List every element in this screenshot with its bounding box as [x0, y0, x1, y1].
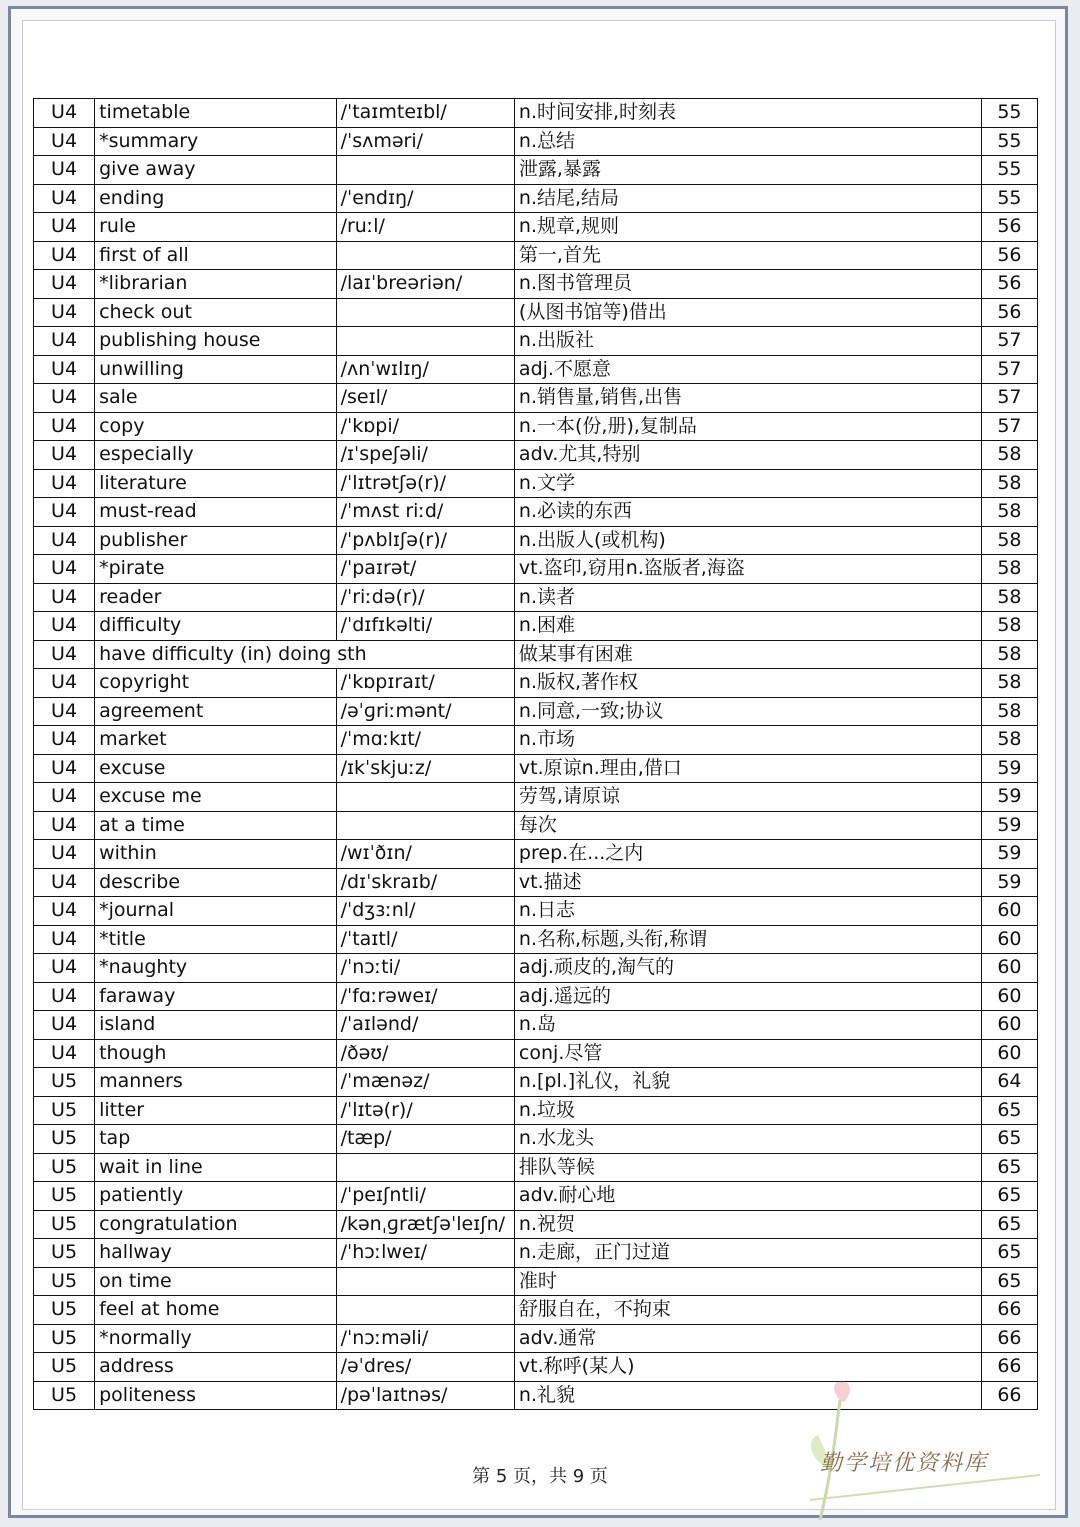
unit-cell: U4	[34, 555, 95, 584]
unit-cell: U4	[34, 1039, 95, 1068]
meaning-cell: n.水龙头	[514, 1125, 981, 1154]
page-number-cell: 64	[981, 1068, 1037, 1097]
meaning-cell: n.名称,标题,头衔,称谓	[514, 925, 981, 954]
unit-cell: U4	[34, 270, 95, 299]
phonetic-cell: /tæp/	[336, 1125, 514, 1154]
page-number-cell: 65	[981, 1210, 1037, 1239]
page-number-cell: 57	[981, 355, 1037, 384]
table-row	[34, 441, 1038, 470]
phonetic-cell: /pəˈlaɪtnəs/	[336, 1381, 514, 1410]
unit-cell: U5	[34, 1068, 95, 1097]
phonetic-cell: /ˈdʒɜːnl/	[336, 897, 514, 926]
table-row	[34, 840, 1038, 869]
page-number-cell: 58	[981, 555, 1037, 584]
table-row	[34, 1353, 1038, 1382]
table-row	[34, 1011, 1038, 1040]
meaning-cell: n.销售量,销售,出售	[514, 384, 981, 413]
phonetic-cell: /wɪˈðɪn/	[336, 840, 514, 869]
unit-cell: U5	[34, 1210, 95, 1239]
unit-cell: U4	[34, 241, 95, 270]
meaning-cell: vt.描述	[514, 868, 981, 897]
phonetic-cell: /ˈnɔːti/	[336, 954, 514, 983]
table-row	[34, 355, 1038, 384]
unit-cell: U4	[34, 925, 95, 954]
meaning-cell: 准时	[514, 1267, 981, 1296]
page-number-cell: 56	[981, 270, 1037, 299]
phonetic-cell: /ˈlɪtə(r)/	[336, 1096, 514, 1125]
page-number-cell: 58	[981, 498, 1037, 527]
phonetic-cell: /ɪkˈskjuːz/	[336, 754, 514, 783]
page-number-cell: 65	[981, 1182, 1037, 1211]
page-number-cell: 66	[981, 1381, 1037, 1410]
meaning-cell: n.同意,一致;协议	[514, 697, 981, 726]
page-number-cell: 59	[981, 868, 1037, 897]
page-number-cell: 55	[981, 99, 1037, 128]
phonetic-cell	[336, 783, 514, 812]
table-row	[34, 1153, 1038, 1182]
unit-cell: U4	[34, 1011, 95, 1040]
unit-cell: U5	[34, 1153, 95, 1182]
page-number-cell: 60	[981, 982, 1037, 1011]
meaning-cell: n.祝贺	[514, 1210, 981, 1239]
meaning-cell: 每次	[514, 811, 981, 840]
phonetic-cell: /ˈdɪfɪkəlti/	[336, 612, 514, 641]
unit-cell: U4	[34, 783, 95, 812]
table-row	[34, 99, 1038, 128]
word-cell: *summary	[95, 127, 336, 156]
word-cell: manners	[95, 1068, 336, 1097]
phonetic-cell: /əˈɡriːmənt/	[336, 697, 514, 726]
word-cell: at a time	[95, 811, 336, 840]
meaning-cell: n.文学	[514, 469, 981, 498]
word-cell: congratulation	[95, 1210, 336, 1239]
unit-cell: U4	[34, 583, 95, 612]
page-number-cell: 58	[981, 612, 1037, 641]
table-row	[34, 640, 1038, 669]
word-cell: within	[95, 840, 336, 869]
vocabulary-table-body	[34, 99, 1038, 1410]
word-cell: reader	[95, 583, 336, 612]
meaning-cell: n.礼貌	[514, 1381, 981, 1410]
word-cell: *naughty	[95, 954, 336, 983]
table-row	[34, 868, 1038, 897]
word-cell: literature	[95, 469, 336, 498]
unit-cell: U5	[34, 1182, 95, 1211]
page-number-cell: 58	[981, 640, 1037, 669]
unit-cell: U4	[34, 868, 95, 897]
table-row	[34, 1182, 1038, 1211]
page-number-cell: 57	[981, 327, 1037, 356]
page-number-cell: 58	[981, 469, 1037, 498]
meaning-cell: adj.不愿意	[514, 355, 981, 384]
table-row	[34, 1267, 1038, 1296]
meaning-cell: adv.耐心地	[514, 1182, 981, 1211]
table-row	[34, 1068, 1038, 1097]
phonetic-cell: /ʌnˈwɪlɪŋ/	[336, 355, 514, 384]
watermark-text: 勤学培优资料库	[820, 1451, 989, 1476]
word-cell: tap	[95, 1125, 336, 1154]
word-cell: rule	[95, 213, 336, 242]
phonetic-cell	[336, 298, 514, 327]
meaning-cell: 泄露,暴露	[514, 156, 981, 185]
unit-cell: U4	[34, 612, 95, 641]
table-row	[34, 1210, 1038, 1239]
phonetic-cell: /ðəʊ/	[336, 1039, 514, 1068]
meaning-cell: n.市场	[514, 726, 981, 755]
phonetic-cell	[336, 156, 514, 185]
table-row	[34, 498, 1038, 527]
meaning-cell: n.规章,规则	[514, 213, 981, 242]
meaning-cell: n.出版人(或机构)	[514, 526, 981, 555]
table-row	[34, 327, 1038, 356]
word-cell: litter	[95, 1096, 336, 1125]
page-number-cell: 57	[981, 384, 1037, 413]
vocabulary-table	[33, 98, 1038, 1410]
unit-cell: U4	[34, 754, 95, 783]
word-cell: first of all	[95, 241, 336, 270]
unit-cell: U4	[34, 526, 95, 555]
page-number-cell: 60	[981, 954, 1037, 983]
phonetic-cell	[336, 1267, 514, 1296]
word-cell: check out	[95, 298, 336, 327]
word-cell: excuse	[95, 754, 336, 783]
page-number-cell: 60	[981, 897, 1037, 926]
unit-cell: U5	[34, 1353, 95, 1382]
table-row	[34, 1324, 1038, 1353]
table-row	[34, 754, 1038, 783]
unit-cell: U4	[34, 498, 95, 527]
phonetic-cell: /ˈfɑːrəweɪ/	[336, 982, 514, 1011]
unit-cell: U5	[34, 1096, 95, 1125]
word-cell: must-read	[95, 498, 336, 527]
unit-cell: U4	[34, 127, 95, 156]
table-row	[34, 897, 1038, 926]
word-cell: publishing house	[95, 327, 336, 356]
meaning-cell: adv.尤其,特别	[514, 441, 981, 470]
phonetic-cell	[336, 241, 514, 270]
meaning-cell: vt.原谅n.理由,借口	[514, 754, 981, 783]
meaning-cell: n.走廊，正门过道	[514, 1239, 981, 1268]
meaning-cell: adj.顽皮的,淘气的	[514, 954, 981, 983]
word-cell: agreement	[95, 697, 336, 726]
meaning-cell: n.总结	[514, 127, 981, 156]
phonetic-cell	[336, 811, 514, 840]
word-cell: copyright	[95, 669, 336, 698]
word-cell: difficulty	[95, 612, 336, 641]
unit-cell: U4	[34, 982, 95, 1011]
phonetic-cell	[336, 1296, 514, 1325]
phonetic-cell: /ˈlɪtrətʃə(r)/	[336, 469, 514, 498]
table-row	[34, 241, 1038, 270]
word-cell: give away	[95, 156, 336, 185]
meaning-cell: n.时间安排,时刻表	[514, 99, 981, 128]
phonetic-cell: /ˈnɔːməli/	[336, 1324, 514, 1353]
table-row	[34, 1296, 1038, 1325]
unit-cell: U4	[34, 697, 95, 726]
phonetic-cell: /ˈhɔːlweɪ/	[336, 1239, 514, 1268]
meaning-cell: n.日志	[514, 897, 981, 926]
table-row	[34, 811, 1038, 840]
unit-cell: U4	[34, 640, 95, 669]
unit-cell: U4	[34, 811, 95, 840]
page-number-cell: 58	[981, 441, 1037, 470]
page-number-cell: 55	[981, 127, 1037, 156]
unit-cell: U4	[34, 99, 95, 128]
phonetic-cell: /ˈmænəz/	[336, 1068, 514, 1097]
page-number-cell: 65	[981, 1267, 1037, 1296]
phonetic-cell: /ˈkɒpɪraɪt/	[336, 669, 514, 698]
meaning-cell: prep.在...之内	[514, 840, 981, 869]
page-number-cell: 60	[981, 1011, 1037, 1040]
meaning-cell: n.[pl.]礼仪，礼貌	[514, 1068, 981, 1097]
unit-cell: U4	[34, 184, 95, 213]
unit-cell: U4	[34, 355, 95, 384]
meaning-cell: n.一本(份,册),复制品	[514, 412, 981, 441]
word-cell: copy	[95, 412, 336, 441]
table-row	[34, 726, 1038, 755]
word-cell: unwilling	[95, 355, 336, 384]
phonetic-cell: /laɪˈbreəriən/	[336, 270, 514, 299]
table-row	[34, 925, 1038, 954]
meaning-cell: adj.遥远的	[514, 982, 981, 1011]
phonetic-cell: /ˈtaɪmteɪbl/	[336, 99, 514, 128]
unit-cell: U4	[34, 412, 95, 441]
meaning-cell: conj.尽管	[514, 1039, 981, 1068]
phonetic-cell: /dɪˈskraɪb/	[336, 868, 514, 897]
phonetic-cell: /ˈsʌməri/	[336, 127, 514, 156]
table-row	[34, 1239, 1038, 1268]
meaning-cell: vt.盗印,窃用n.盗版者,海盗	[514, 555, 981, 584]
meaning-cell: 排队等候	[514, 1153, 981, 1182]
page-number-cell: 57	[981, 412, 1037, 441]
phonetic-cell: /ˈkɒpi/	[336, 412, 514, 441]
word-cell: address	[95, 1353, 336, 1382]
page-number-cell: 59	[981, 783, 1037, 812]
page-footer: 第 5 页，共 9 页	[472, 1466, 608, 1487]
word-cell: *librarian	[95, 270, 336, 299]
unit-cell: U4	[34, 469, 95, 498]
unit-cell: U5	[34, 1381, 95, 1410]
meaning-cell: n.读者	[514, 583, 981, 612]
meaning-cell: 做某事有困难	[514, 640, 981, 669]
word-cell: patiently	[95, 1182, 336, 1211]
phonetic-cell: /seɪl/	[336, 384, 514, 413]
meaning-cell: n.必读的东西	[514, 498, 981, 527]
word-cell: publisher	[95, 526, 336, 555]
page-number-cell: 56	[981, 241, 1037, 270]
unit-cell: U4	[34, 213, 95, 242]
unit-cell: U4	[34, 726, 95, 755]
phonetic-cell	[336, 327, 514, 356]
phonetic-cell: /ˈaɪlənd/	[336, 1011, 514, 1040]
meaning-cell: n.版权,著作权	[514, 669, 981, 698]
phonetic-cell: /ɪˈspeʃəli/	[336, 441, 514, 470]
meaning-cell: n.结尾,结局	[514, 184, 981, 213]
table-row	[34, 184, 1038, 213]
page-number-cell: 59	[981, 754, 1037, 783]
meaning-cell: adv.通常	[514, 1324, 981, 1353]
unit-cell: U4	[34, 327, 95, 356]
page-number-cell: 66	[981, 1324, 1037, 1353]
meaning-cell: n.图书管理员	[514, 270, 981, 299]
page-number-cell: 56	[981, 298, 1037, 327]
word-cell: feel at home	[95, 1296, 336, 1325]
table-row	[34, 213, 1038, 242]
word-cell: sale	[95, 384, 336, 413]
page-number-cell: 58	[981, 726, 1037, 755]
table-row	[34, 526, 1038, 555]
page-number-cell: 59	[981, 840, 1037, 869]
page-number-cell: 66	[981, 1353, 1037, 1382]
page-number-cell: 65	[981, 1096, 1037, 1125]
unit-cell: U5	[34, 1324, 95, 1353]
unit-cell: U5	[34, 1267, 95, 1296]
unit-cell: U4	[34, 298, 95, 327]
page-number-cell: 58	[981, 669, 1037, 698]
word-cell: *normally	[95, 1324, 336, 1353]
meaning-cell: n.岛	[514, 1011, 981, 1040]
table-row	[34, 583, 1038, 612]
meaning-cell: vt.称呼(某人)	[514, 1353, 981, 1382]
page-number-cell: 65	[981, 1153, 1037, 1182]
phonetic-cell: /ˈpeɪʃntli/	[336, 1182, 514, 1211]
word-cell: on time	[95, 1267, 336, 1296]
page-number-cell: 58	[981, 526, 1037, 555]
table-row	[34, 469, 1038, 498]
word-cell: market	[95, 726, 336, 755]
page-number-cell: 65	[981, 1125, 1037, 1154]
page-number-cell: 66	[981, 1296, 1037, 1325]
unit-cell: U4	[34, 669, 95, 698]
meaning-cell: n.困难	[514, 612, 981, 641]
word-cell: though	[95, 1039, 336, 1068]
page-number-cell: 65	[981, 1239, 1037, 1268]
table-row	[34, 954, 1038, 983]
meaning-cell: 第一,首先	[514, 241, 981, 270]
table-row	[34, 783, 1038, 812]
table-row	[34, 127, 1038, 156]
phonetic-cell: /ˈpaɪrət/	[336, 555, 514, 584]
page-number-cell: 55	[981, 184, 1037, 213]
unit-cell: U4	[34, 897, 95, 926]
word-cell: faraway	[95, 982, 336, 1011]
meaning-cell: 劳驾,请原谅	[514, 783, 981, 812]
page-number-cell: 55	[981, 156, 1037, 185]
unit-cell: U4	[34, 840, 95, 869]
word-cell: ending	[95, 184, 336, 213]
word-cell: wait in line	[95, 1153, 336, 1182]
word-cell: especially	[95, 441, 336, 470]
table-row	[34, 1125, 1038, 1154]
phonetic-cell: /əˈdres/	[336, 1353, 514, 1382]
word-cell: timetable	[95, 99, 336, 128]
page-number-cell: 58	[981, 583, 1037, 612]
table-row	[34, 156, 1038, 185]
unit-cell: U5	[34, 1296, 95, 1325]
word-cell: *title	[95, 925, 336, 954]
meaning-cell: n.出版社	[514, 327, 981, 356]
table-row	[34, 612, 1038, 641]
unit-cell: U4	[34, 156, 95, 185]
word-cell: politeness	[95, 1381, 336, 1410]
word-cell: hallway	[95, 1239, 336, 1268]
page-number-cell: 60	[981, 1039, 1037, 1068]
unit-cell: U4	[34, 441, 95, 470]
table-row	[34, 1096, 1038, 1125]
page-number-cell: 60	[981, 925, 1037, 954]
page-number-cell: 59	[981, 811, 1037, 840]
unit-cell: U4	[34, 954, 95, 983]
page-number-cell: 58	[981, 697, 1037, 726]
phonetic-cell: /ˈmʌst riːd/	[336, 498, 514, 527]
word-cell: describe	[95, 868, 336, 897]
phonetic-cell: /ˈpʌblɪʃə(r)/	[336, 526, 514, 555]
phonetic-cell: /ˈriːdə(r)/	[336, 583, 514, 612]
phonetic-cell: /ˈmɑːkɪt/	[336, 726, 514, 755]
phonetic-cell: /ˈtaɪtl/	[336, 925, 514, 954]
table-row	[34, 384, 1038, 413]
unit-cell: U4	[34, 384, 95, 413]
phonetic-cell: /ˈendɪŋ/	[336, 184, 514, 213]
word-cell: island	[95, 1011, 336, 1040]
word-cell: excuse me	[95, 783, 336, 812]
table-row	[34, 669, 1038, 698]
word-cell: have difficulty (in) doing sth	[95, 640, 515, 669]
table-row	[34, 982, 1038, 1011]
word-cell: *pirate	[95, 555, 336, 584]
unit-cell: U5	[34, 1239, 95, 1268]
meaning-cell: n.垃圾	[514, 1096, 981, 1125]
page-number-cell: 56	[981, 213, 1037, 242]
table-row	[34, 555, 1038, 584]
table-row	[34, 270, 1038, 299]
table-row	[34, 697, 1038, 726]
phonetic-cell: /ruːl/	[336, 213, 514, 242]
unit-cell: U5	[34, 1125, 95, 1154]
meaning-cell: (从图书馆等)借出	[514, 298, 981, 327]
table-row	[34, 412, 1038, 441]
table-row	[34, 1039, 1038, 1068]
word-cell: *journal	[95, 897, 336, 926]
meaning-cell: 舒服自在，不拘束	[514, 1296, 981, 1325]
table-row	[34, 298, 1038, 327]
phonetic-cell: /kənˌɡrætʃəˈleɪʃn/	[336, 1210, 514, 1239]
phonetic-cell	[336, 1153, 514, 1182]
